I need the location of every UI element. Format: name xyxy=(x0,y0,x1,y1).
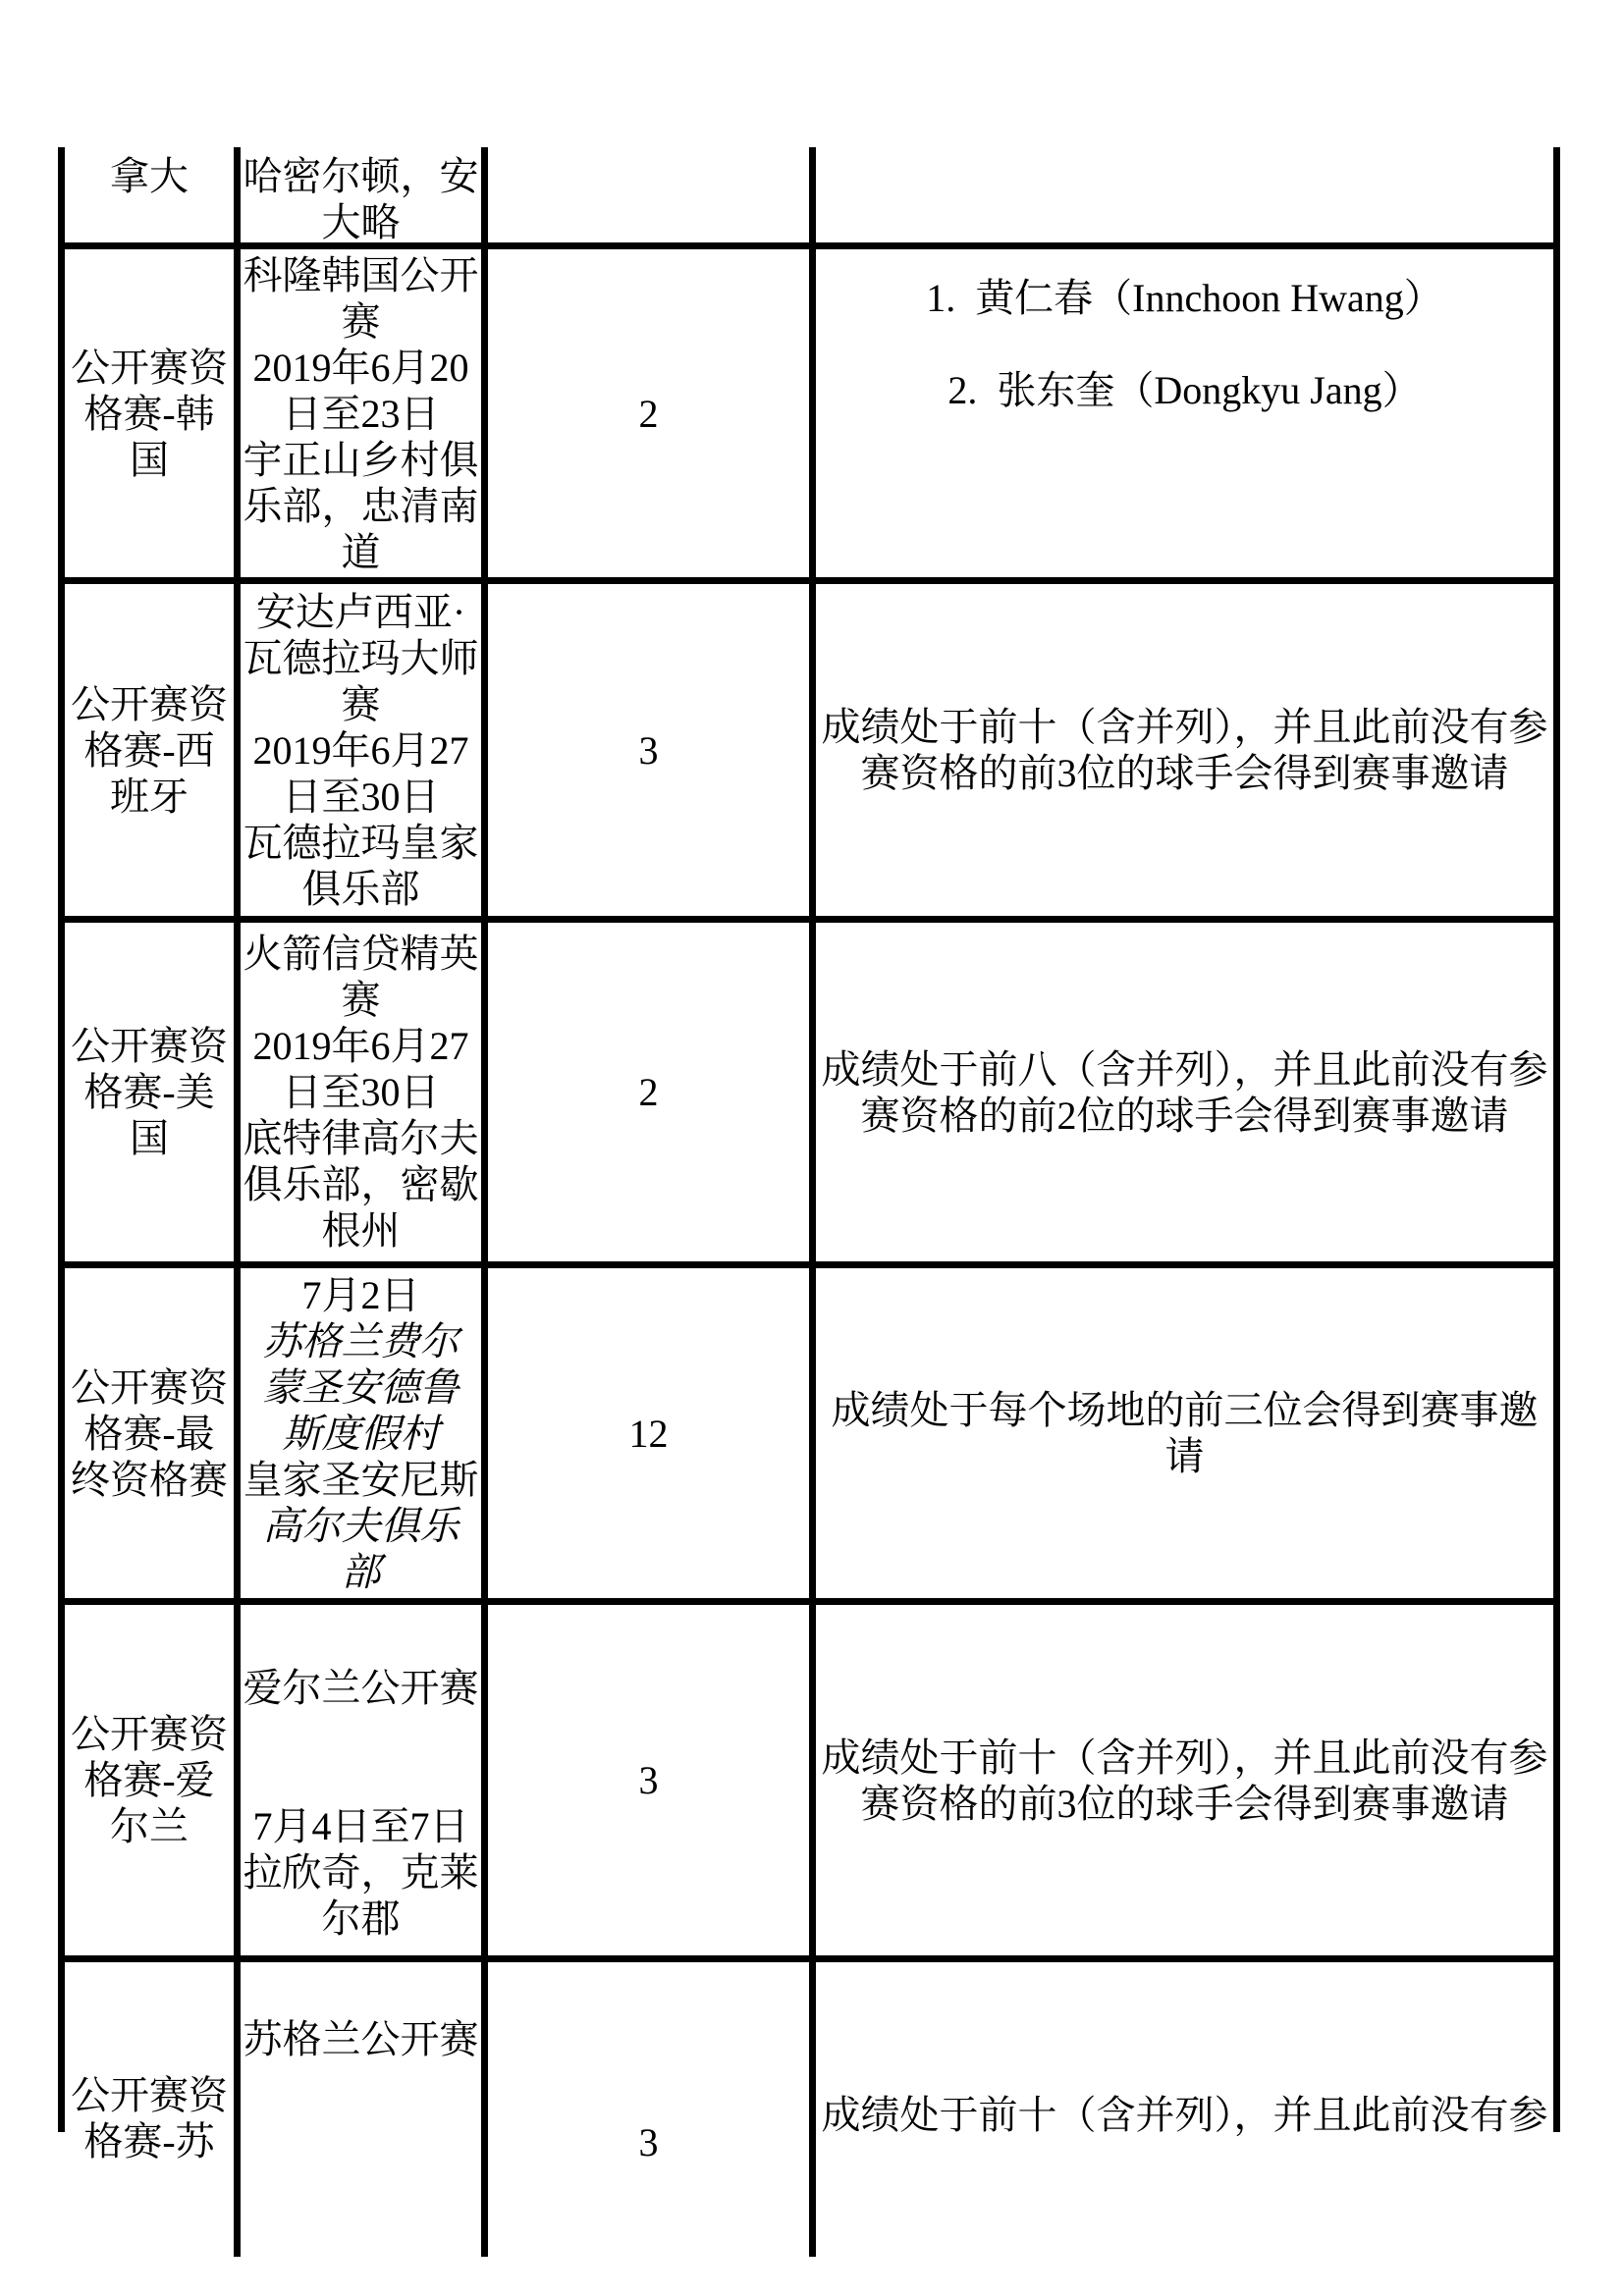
event-cell: 7月2日 苏格兰费尔 蒙圣安德鲁 斯度假村 皇家圣安尼斯 高尔夫俱乐 部 xyxy=(234,1268,481,1598)
category-cell: 公开赛资 格赛-韩 国 xyxy=(71,345,228,482)
table-row-scotland-partial xyxy=(65,1962,1553,2257)
table-row-usa xyxy=(65,923,1553,1268)
criteria-cell: 1. 黄仁春（Innchoon Hwang） 2. 张东奎（Dongkyu Jang） xyxy=(809,249,1553,577)
event-cell: 火箭信贷精英 赛 2019年6月27 日至30日 底特律高尔夫 俱乐部，密歇 根州 xyxy=(234,923,481,1261)
spots-cell: 3 xyxy=(481,1605,809,1955)
event-cell: 科隆韩国公开 赛 2019年6月20 日至23日 宇正山乡村俱 乐部，忠清南 道 xyxy=(234,249,481,577)
spots-cell: 12 xyxy=(481,1268,809,1598)
criteria-cell: 成绩处于前十（含并列），并且此前没有参 xyxy=(809,1962,1553,2257)
table-row-canada-partial xyxy=(65,147,1553,249)
event-cell: 爱尔兰公开赛 7月4日至7日 拉欣奇，克莱 尔郡 xyxy=(234,1605,481,1955)
spots-cell: 3 xyxy=(481,584,809,916)
spots-cell xyxy=(481,147,809,242)
event-cell: 苏格兰公开赛 xyxy=(234,1962,481,2257)
category-cell: 拿大 xyxy=(110,154,189,198)
table-row-spain xyxy=(65,584,1553,923)
event-cell: 哈密尔顿，安 大略 xyxy=(234,147,481,242)
category-cell: 公开赛资 格赛-苏 xyxy=(71,2073,228,2163)
spots-cell: 3 xyxy=(481,1962,809,2257)
category-cell: 公开赛资 格赛-最 终资格赛 xyxy=(71,1364,228,1502)
criteria-cell: 成绩处于前十（含并列），并且此前没有参 赛资格的前3位的球手会得到赛事邀请 xyxy=(809,1605,1553,1955)
event-cell: 安达卢西亚· 瓦德拉玛大师 赛 2019年6月27 日至30日 瓦德拉玛皇家 俱乐部 xyxy=(234,584,481,916)
table-row-ireland xyxy=(65,1605,1553,1962)
spots-cell: 2 xyxy=(481,923,809,1261)
criteria-cell: 成绩处于前八（含并列），并且此前没有参 赛资格的前2位的球手会得到赛事邀请 xyxy=(809,923,1553,1261)
table-row-final-qualifying xyxy=(65,1268,1553,1605)
category-cell: 公开赛资 格赛-西 班牙 xyxy=(71,681,228,819)
criteria-cell: 成绩处于前十（含并列），并且此前没有参 赛资格的前3位的球手会得到赛事邀请 xyxy=(809,584,1553,916)
category-cell: 公开赛资 格赛-爱 尔兰 xyxy=(71,1712,228,1848)
spots-cell: 2 xyxy=(481,249,809,577)
qualification-table xyxy=(58,147,1560,2164)
category-cell: 公开赛资 格赛-美 国 xyxy=(71,1024,228,1160)
table-row-korea xyxy=(65,249,1553,584)
criteria-cell: 成绩处于每个场地的前三位会得到赛事邀请 xyxy=(809,1268,1553,1598)
criteria-cell xyxy=(809,147,1553,242)
